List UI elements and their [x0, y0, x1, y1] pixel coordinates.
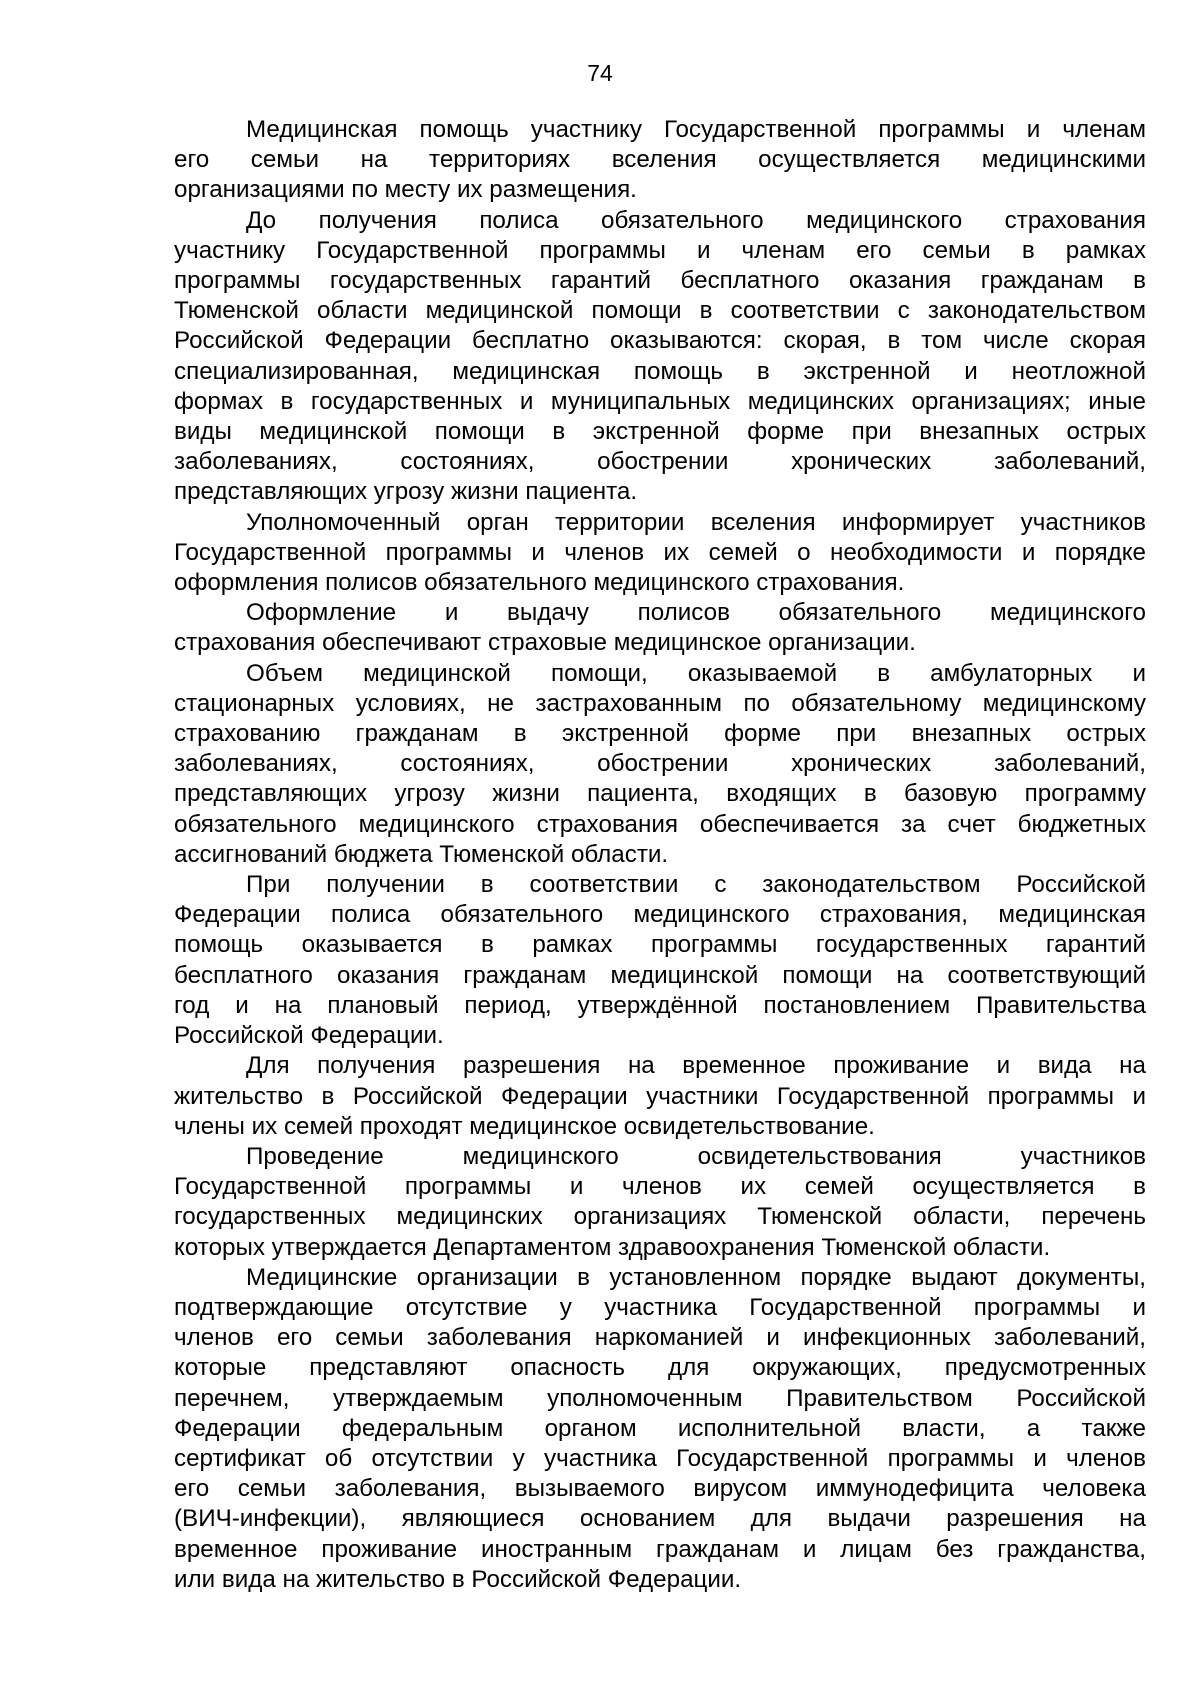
text-line: Российской Федерации.: [174, 1022, 444, 1050]
text-line: представляющих угрозу жизни пациента.: [174, 478, 638, 506]
text-line: его семьи заболевания, вызываемого вирусом иммунодефицита человека: [174, 1475, 1146, 1503]
text-line: которых утверждается Департаментом здравоохранения Тюменской области.: [174, 1233, 1051, 1261]
text-line: Уполномоченный орган территории вселения информирует участников: [246, 508, 1146, 536]
paragraph: [174, 206, 1146, 508]
text-line: его семьи на территориях вселения осуществляется медицинскими: [174, 146, 1146, 174]
text-line: Российской Федерации бесплатно оказываются: скорая, в том числе скорая: [174, 327, 1146, 355]
paragraph: [174, 1051, 1146, 1142]
text-line: специализированная, медицинская помощь в экстренной и неотложной: [174, 357, 1146, 385]
paragraph: [174, 115, 1146, 206]
text-line: заболеваниях, состояниях, обострении хронических заболеваний,: [174, 448, 1146, 476]
paragraph: [174, 1263, 1146, 1595]
text-line: формах в государственных и муниципальных медицинских организациях; иные: [174, 387, 1146, 415]
text-line: Медицинская помощь участнику Государственной программы и членам: [246, 116, 1146, 143]
text-line: При получении в соответствии с законодательством Российской: [246, 871, 1146, 899]
paragraph: [174, 870, 1146, 1051]
text-line: представляющих угрозу жизни пациента, входящих в базовую программу: [174, 780, 1146, 808]
text-line: Объем медицинской помощи, оказываемой в амбулаторных и: [246, 659, 1146, 687]
text-line: стационарных условиях, не застрахованным по обязательному медицинскому: [174, 689, 1146, 717]
text-line: подтверждающие отсутствие у участника Государственной программы и: [174, 1293, 1146, 1321]
text-line: До получения полиса обязательного медицинского страхования: [246, 206, 1146, 234]
text-line: заболеваниях, состояниях, обострении хронических заболеваний,: [174, 750, 1146, 778]
text-line: государственных медицинских организациях Тюменской области, перечень: [174, 1203, 1146, 1231]
text-line: Для получения разрешения на временное проживание и вида на: [246, 1052, 1146, 1080]
text-line: члены их семей проходят медицинское освидетельствование.: [174, 1112, 875, 1140]
paragraph: [174, 1142, 1146, 1263]
text-line: оформления полисов обязательного медицинского страхования.: [174, 569, 905, 597]
text-line: перечнем, утверждаемым уполномоченным Правительством Российской: [174, 1384, 1146, 1412]
text-line: Федерации полиса обязательного медицинского страхования, медицинская: [174, 901, 1146, 929]
text-line: которые представляют опасность для окружающих, предусмотренных: [174, 1354, 1146, 1382]
text-line: жительство в Российской Федерации участники Государственной программы и: [174, 1082, 1146, 1110]
text-line: участнику Государственной программы и членам его семьи в рамках: [174, 236, 1146, 264]
text-line: помощь оказывается в рамках программы государственных гарантий: [174, 931, 1146, 959]
text-line: временное проживание иностранным гражданам и лицам без гражданства,: [174, 1535, 1146, 1563]
text-line: год и на плановый период, утверждённой постановлением Правительства: [174, 991, 1146, 1019]
text-line: Тюменской области медицинской помощи в соответствии с законодательством: [174, 297, 1146, 325]
text-line: ассигнований бюджета Тюменской области.: [174, 840, 669, 868]
text-line: или вида на жительство в Российской Федерации.: [174, 1565, 742, 1593]
paragraph: [174, 508, 1146, 599]
text-line: Медицинские организации в установленном порядке выдают документы,: [246, 1263, 1146, 1291]
text-line: обязательного медицинского страхования обеспечивается за счет бюджетных: [174, 810, 1146, 838]
text-line: Проведение медицинского освидетельствования участников: [246, 1142, 1146, 1170]
text-line: Государственной программы и членов их семей о необходимости и порядке: [174, 538, 1146, 566]
paragraph: [174, 598, 1146, 658]
text-line: бесплатного оказания гражданам медицинской помощи на соответствующий: [174, 961, 1146, 989]
text-line: Оформление и выдачу полисов обязательного медицинского: [246, 599, 1146, 627]
text-line: страхованию гражданам в экстренной форме при внезапных острых: [174, 720, 1146, 748]
text-line: программы государственных гарантий бесплатного оказания гражданам в: [174, 267, 1146, 295]
paragraph: [174, 659, 1146, 870]
document-body: [174, 115, 1146, 1595]
page-number: 74: [587, 60, 613, 86]
text-line: сертификат об отсутствии у участника Государственной программы и членов: [174, 1444, 1146, 1472]
text-line: страхования обеспечивают страховые медицинское организации.: [174, 629, 916, 657]
text-line: Государственной программы и членов их семей осуществляется в: [174, 1173, 1146, 1201]
text-line: Федерации федеральным органом исполнительной власти, а также: [174, 1414, 1146, 1442]
text-line: организациями по месту их размещения.: [174, 176, 637, 204]
text-line: членов его семьи заболевания наркоманией и инфекционных заболеваний,: [174, 1324, 1146, 1352]
text-line: (ВИЧ-инфекции), являющиеся основанием для выдачи разрешения на: [174, 1505, 1146, 1533]
text-line: виды медицинской помощи в экстренной форме при внезапных острых: [174, 418, 1146, 446]
